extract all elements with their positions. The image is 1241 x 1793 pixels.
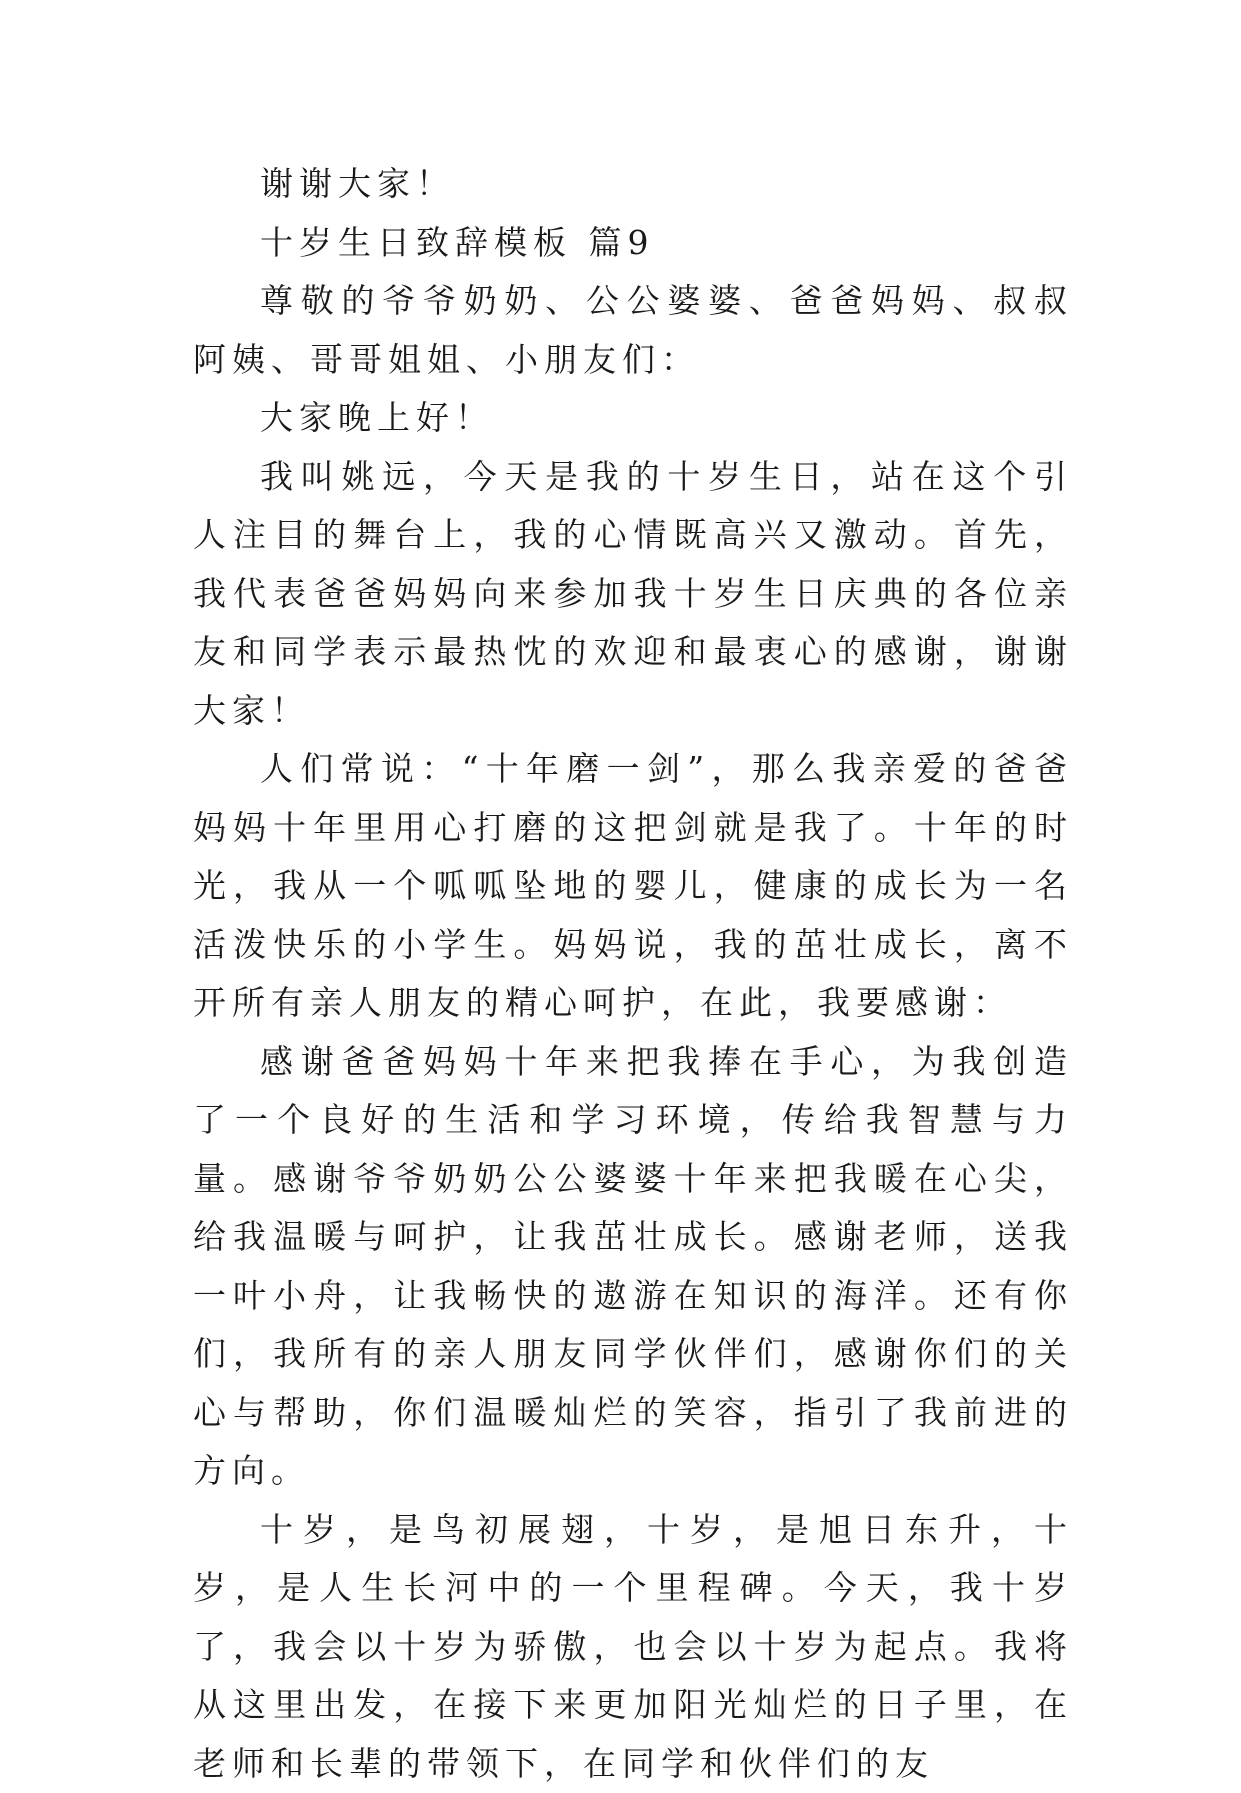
section-heading: 十岁生日致辞模板 篇9 [193,214,1073,273]
body-paragraph: 十岁，是鸟初展翅，十岁，是旭日东升，十岁，是人生长河中的一个里程碑。今天，我十岁了，我会以十岁为骄傲，也会以十岁为起点。我将从这里出发，在接下来更加阳光灿烂的日子里，在老师和长辈的带领下，在同学和伙伴们的友 [193,1501,1073,1793]
document-body [193,155,1073,1793]
closing-thanks: 谢谢大家！ [193,155,1073,214]
body-paragraph: 感谢爸爸妈妈十年来把我捧在手心，为我创造了一个良好的生活和学习环境，传给我智慧与力量。感谢爷爷奶奶公公婆婆十年来把我暖在心尖，给我温暖与呵护，让我茁壮成长。感谢老师，送我一叶小舟，让我畅快的遨游在知识的海洋。还有你们，我所有的亲人朋友同学伙伴们，感谢你们的关心与帮助，你们温暖灿烂的笑容，指引了我前进的方向。 [193,1033,1073,1501]
salutation: 尊敬的爷爷奶奶、公公婆婆、爸爸妈妈、叔叔阿姨、哥哥姐姐、小朋友们： [193,272,1073,389]
greeting: 大家晚上好！ [193,389,1073,448]
body-paragraph: 人们常说：“十年磨一剑”，那么我亲爱的爸爸妈妈十年里用心打磨的这把剑就是我了。十年的时光，我从一个呱呱坠地的婴儿，健康的成长为一名活泼快乐的小学生。妈妈说，我的茁壮成长，离不开所有亲人朋友的精心呵护，在此，我要感谢： [193,740,1073,1033]
body-paragraph: 我叫姚远，今天是我的十岁生日，站在这个引人注目的舞台上，我的心情既高兴又激动。首先，我代表爸爸妈妈向来参加我十岁生日庆典的各位亲友和同学表示最热忱的欢迎和最衷心的感谢，谢谢大家！ [193,448,1073,741]
